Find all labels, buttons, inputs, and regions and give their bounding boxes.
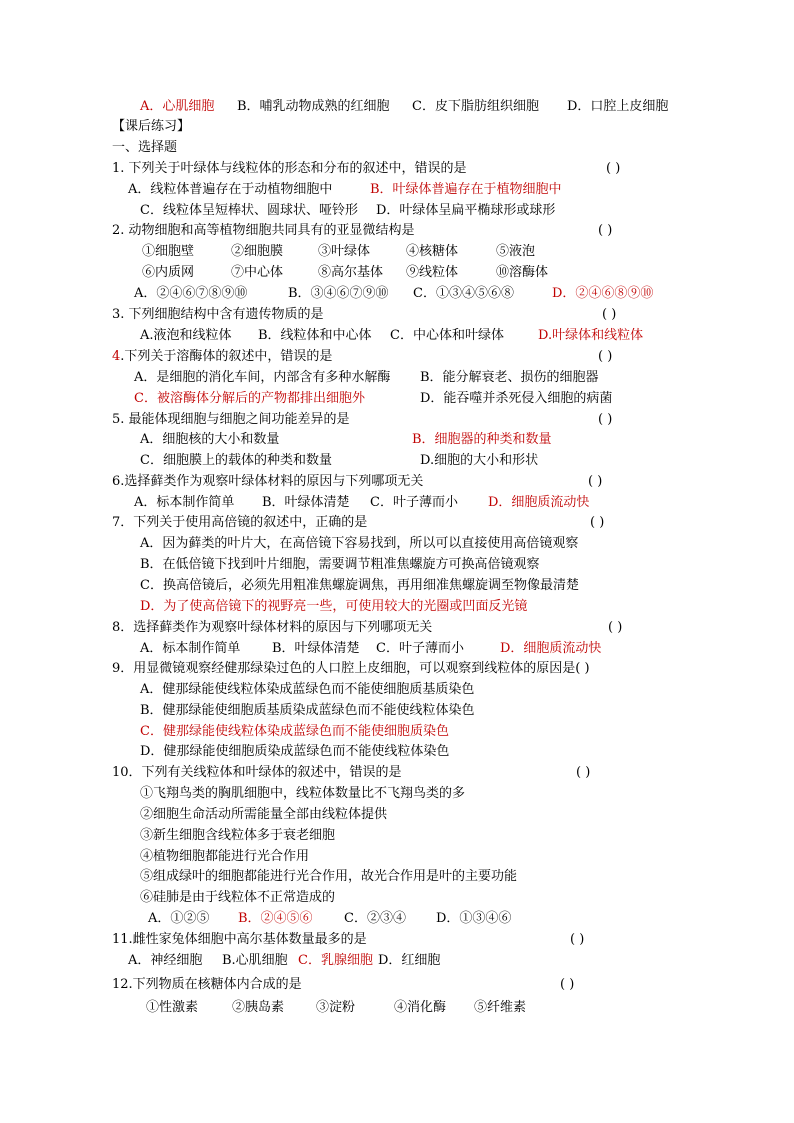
q3-option-d: D.叶绿体和线粒体 <box>538 328 644 343</box>
q1-option-b: B．叶绿体普遍存在于植物细胞中 <box>370 182 562 197</box>
question-11-stem: 11.雌性家兔体细胞中高尔基体数量最多的是 ( ) <box>112 932 585 947</box>
question-6-stem: 6.选择藓类作为观察叶绿体材料的原因与下列哪项无关 ( ) <box>112 474 603 489</box>
q6-option-a: A．标本制作简单 <box>134 495 235 510</box>
q2-option-a: A．②④⑥⑦⑧⑨⑩ <box>134 286 248 301</box>
question-5-stem: 5. 最能体现细胞与细胞之间功能差异的是 ( ) <box>112 412 613 427</box>
q4-option-a: A．是细胞的消化车间，内部含有多种水解酶 <box>134 370 391 385</box>
q2-item: ⑩溶酶体 <box>496 265 549 280</box>
q11-option-a: A．神经细胞 <box>128 953 203 968</box>
question-2-stem: 2. 动物细胞和高等植物细胞共同具有的亚显微结构是 ( ) <box>112 223 613 238</box>
q12-item: ④消化酶 <box>394 1000 447 1015</box>
q10-statement-2: ②细胞生命活动所需能量全部由线粒体提供 <box>140 807 388 822</box>
q2-item: ③叶绿体 <box>318 244 371 259</box>
q12-item: ①性激素 <box>146 1000 199 1015</box>
q2-option-c: C．①③④⑤⑥⑧ <box>413 286 514 301</box>
answer-blank: ( ) <box>608 620 623 635</box>
q3-option-b: B．线粒体和中心体 <box>258 328 372 343</box>
q12-item: ③淀粉 <box>316 1000 356 1015</box>
q4-option-b: B．能分解衰老、损伤的细胞器 <box>420 370 599 385</box>
q11-option-d: D．红细胞 <box>378 953 441 968</box>
answer-blank: ( ) <box>606 161 621 176</box>
q9-option-b: B．健那绿能使细胞质基质染成蓝绿色而不能使线粒体染色 <box>140 703 475 718</box>
question-3-stem: 3. 下列细胞结构中含有遗传物质的是 ( ) <box>112 307 617 322</box>
q8-option-b: B．叶绿体清楚 <box>272 641 360 656</box>
q3-option-c: C．中心体和叶绿体 <box>390 328 504 343</box>
q9-option-c: C．健那绿能使线粒体染成蓝绿色而不能使细胞质染色 <box>140 724 449 739</box>
q10-statement-6: ⑥硅肺是由于线粒体不正常造成的 <box>140 890 336 905</box>
q5-option-b: B．细胞器的种类和数量 <box>412 432 552 447</box>
q10-statement-5: ⑤组成绿叶的细胞都能进行光合作用，故光合作用是叶的主要功能 <box>140 869 518 884</box>
q2-option-b: B．③④⑥⑦⑨⑩ <box>288 286 389 301</box>
intro-option-d: D．口腔上皮细胞 <box>567 99 669 114</box>
question-8-stem: 8．选择藓类作为观察叶绿体材料的原因与下列哪项无关 ( ) <box>112 620 623 635</box>
q2-item: ⑦中心体 <box>231 265 284 280</box>
q3-option-a: A.液泡和线粒体 <box>140 328 232 343</box>
section-title: 【课后练习】 <box>112 119 191 134</box>
answer-blank: ( ) <box>598 223 613 238</box>
q9-option-a: A．健那绿能使线粒体染成蓝绿色而不能使细胞质基质染色 <box>140 682 475 697</box>
question-4-stem: 4.下列关于溶酶体的叙述中，错误的是 ( ) <box>112 349 613 364</box>
question-10-stem: 10．下列有关线粒体和叶绿体的叙述中，错误的是 ( ) <box>112 765 591 780</box>
answer-blank: ( ) <box>602 307 617 322</box>
q2-item: ⑨线粒体 <box>406 265 459 280</box>
q2-option-d: D．②④⑥⑧⑨⑩ <box>552 286 654 301</box>
part-title: 一、选择题 <box>112 140 178 155</box>
answer-blank: ( ) <box>588 474 603 489</box>
q7-option-b: B．在低倍镜下找到叶片细胞，需要调节粗准焦螺旋方可换高倍镜观察 <box>140 557 540 572</box>
q2-item: ②细胞膜 <box>231 244 284 259</box>
answer-blank: ( ) <box>570 932 585 947</box>
q7-option-d: D．为了使高倍镜下的视野亮一些，可使用较大的光圈或凹面反光镜 <box>140 599 528 614</box>
answer-blank: ( ) <box>598 349 613 364</box>
q4-option-c: C．被溶酶体分解后的产物都排出细胞外 <box>134 391 365 406</box>
intro-option-b: B．哺乳动物成熟的红细胞 <box>237 99 390 114</box>
q8-option-d: D．细胞质流动快 <box>500 641 602 656</box>
q6-option-d: D．细胞质流动快 <box>488 495 590 510</box>
q2-item: ⑧高尔基体 <box>318 265 384 280</box>
question-9-stem: 9．用显微镜观察经健那绿染过色的人口腔上皮细胞，可以观察到线粒体的原因是( ) <box>112 661 590 676</box>
q4-number: 4 <box>112 349 121 364</box>
q10-statement-4: ④植物细胞都能进行光合作用 <box>140 849 310 864</box>
q5-option-a: A．细胞核的大小和数量 <box>140 432 280 447</box>
answer-blank: ( ) <box>576 765 591 780</box>
q1-option-c: C．线粒体呈短棒状、圆球状、哑铃形 <box>140 203 358 218</box>
q9-option-d: D．健那绿能使细胞质染成蓝绿色而不能使线粒体染色 <box>140 744 450 759</box>
answer-blank: ( ) <box>590 515 605 530</box>
q7-option-a: A．因为藓类的叶片大，在高倍镜下容易找到，所以可以直接使用高倍镜观察 <box>140 536 579 551</box>
q10-option-a: A．①②⑤ <box>148 911 210 926</box>
q5-option-c: C．细胞膜上的载体的种类和数量 <box>140 453 332 468</box>
q6-option-b: B．叶绿体清楚 <box>262 495 350 510</box>
q6-option-c: C．叶子薄而小 <box>370 495 458 510</box>
answer-blank: ( ) <box>598 412 613 427</box>
answer-blank: ( ) <box>560 977 575 992</box>
q10-option-b: B．②④⑤⑥ <box>238 911 313 926</box>
q4-option-d: D．能吞噬并杀死侵入细胞的病菌 <box>420 391 613 406</box>
question-7-stem: 7．下列关于使用高倍镜的叙述中，正确的是 ( ) <box>112 515 605 530</box>
q12-item: ②胰岛素 <box>232 1000 285 1015</box>
q2-item: ④核糖体 <box>406 244 459 259</box>
q10-option-c: C．②③④ <box>344 911 406 926</box>
q8-option-a: A．标本制作简单 <box>140 641 241 656</box>
q10-option-d: D．①③④⑥ <box>436 911 512 926</box>
q2-item: ①细胞壁 <box>142 244 195 259</box>
q11-option-b: B.心肌细胞 <box>222 953 288 968</box>
q2-item: ⑥内质网 <box>142 265 195 280</box>
intro-option-a: A．心肌细胞 <box>140 99 215 114</box>
q12-item: ⑤纤维素 <box>474 1000 527 1015</box>
q7-option-c: C．换高倍镜后，必须先用粗准焦螺旋调焦，再用细准焦螺旋调至物像最清楚 <box>140 578 579 593</box>
question-12-stem: 12.下列物质在核糖体内合成的是 ( ) <box>112 977 575 992</box>
intro-option-c: C．皮下脂肪组织细胞 <box>412 99 539 114</box>
q10-statement-1: ①飞翔鸟类的胸肌细胞中，线粒体数量比不飞翔鸟类的多 <box>140 786 466 801</box>
q11-option-c: C．乳腺细胞 <box>298 953 373 968</box>
q5-option-d: D.细胞的大小和形状 <box>420 453 539 468</box>
q2-item: ⑤液泡 <box>496 244 536 259</box>
q8-option-c: C．叶子薄而小 <box>376 641 464 656</box>
q1-option-d: D．叶绿体呈扁平椭球形或球形 <box>376 203 556 218</box>
q1-option-a: A．线粒体普遍存在于动植物细胞中 <box>128 182 333 197</box>
q10-statement-3: ③新生细胞含线粒体多于衰老细胞 <box>140 828 336 843</box>
question-1-stem: 1. 下列关于叶绿体与线粒体的形态和分布的叙述中，错误的是 ( ) <box>112 161 621 176</box>
